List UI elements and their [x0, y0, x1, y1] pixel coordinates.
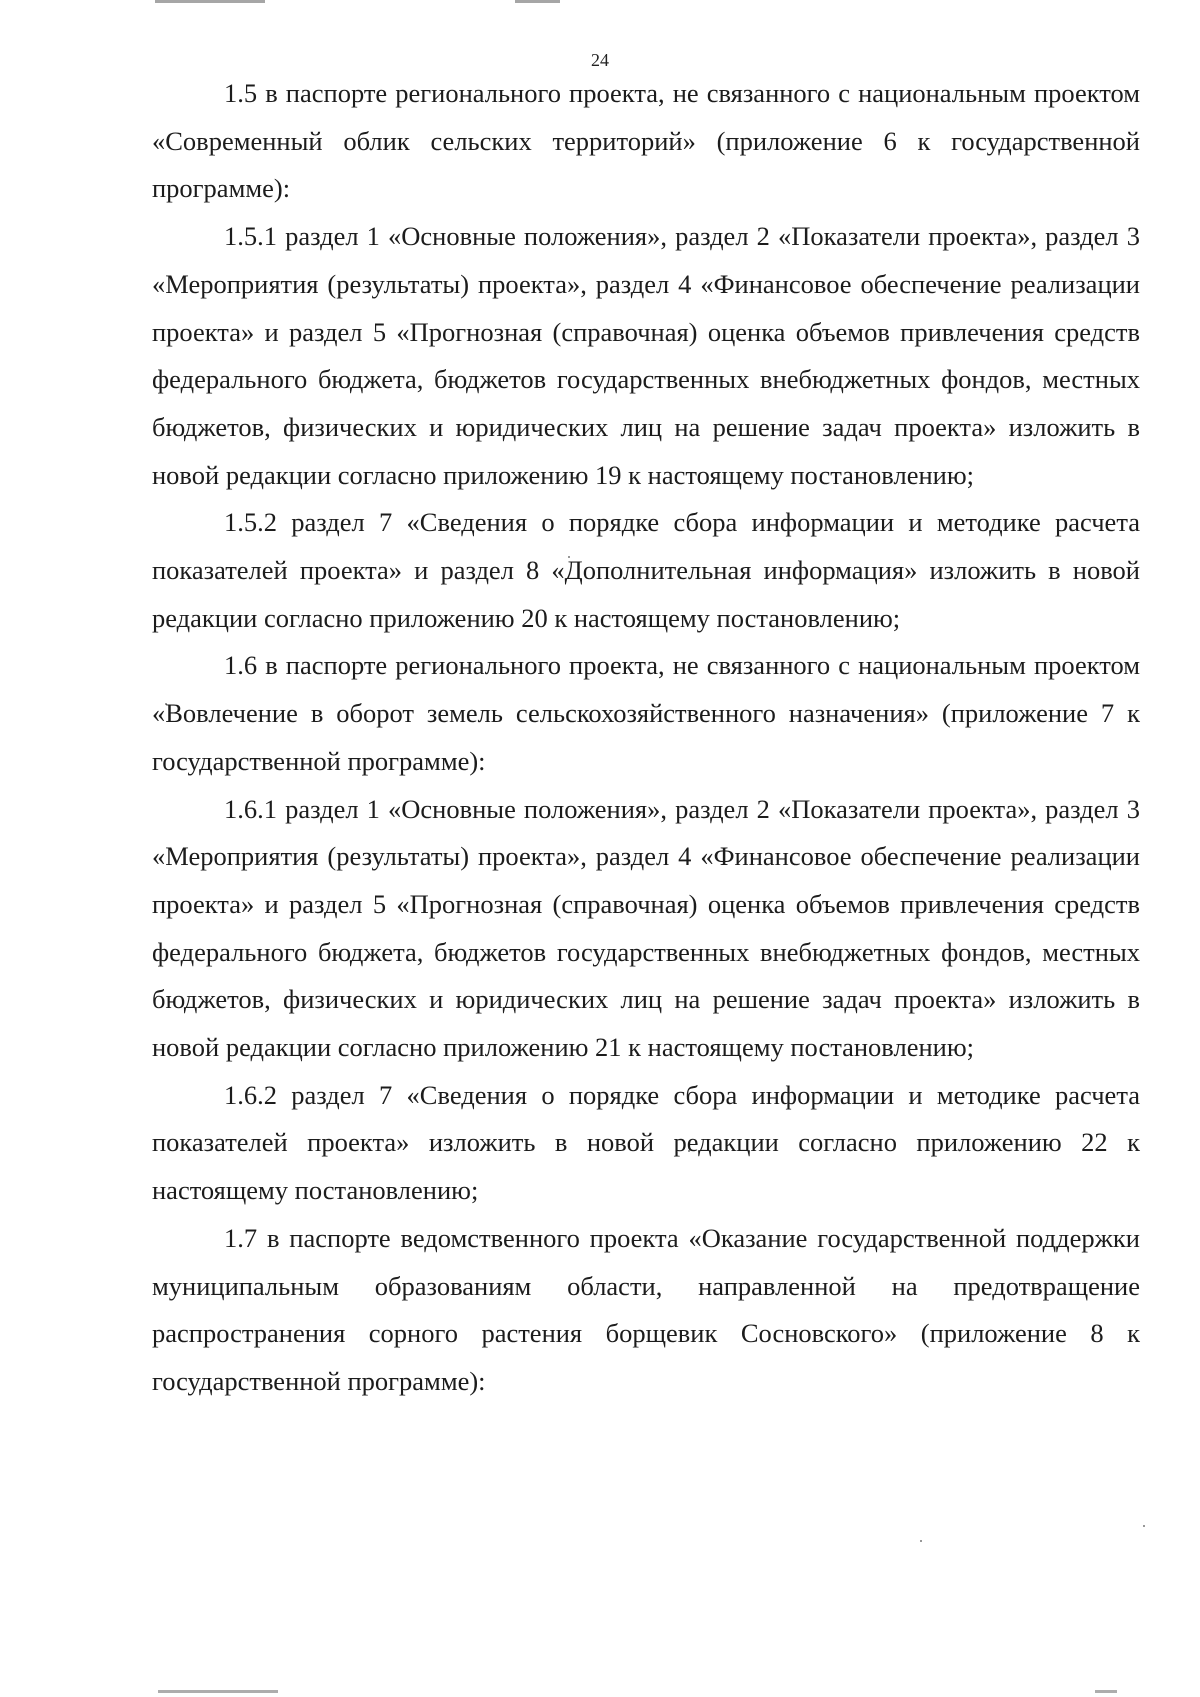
- document-body: [152, 70, 1140, 1406]
- scan-artifact-bottom-left: [158, 1690, 278, 1693]
- scan-artifact-bottom-right: [1095, 1690, 1117, 1693]
- paragraph-1-6-1: 1.6.1 раздел 1 «Основные положения», раздел 2 «Показатели проекта», раздел 3 «Мероприятия (результаты) проекта», раздел 4 «Финансовое обеспечение реализации проекта» и раздел 5 «Прогнозная (справочная) оценка объемов привлечения средств федерального бюджета, бюджетов государственных внебюджетных фондов, местных бюджетов, физических и юридических лиц на решение задач проекта» изложить в новой редакции согласно приложению 21 к настоящему постановлению;: [152, 793, 1140, 1063]
- paragraph-1-6-2: 1.6.2 раздел 7 «Сведения о порядке сбора информации и методике расчета показателей проекта» изложить в новой редакции согласно приложению 22 к настоящему постановлению;: [152, 1079, 1140, 1206]
- scan-speck: [920, 1540, 922, 1542]
- page-number: 24: [591, 50, 609, 70]
- scan-artifact-top-left: [155, 0, 265, 3]
- paragraph-1-5-2: 1.5.2 раздел 7 «Сведения о порядке сбора информации и методике расчета показателей проекта» и раздел 8 «Дополнительная информация» изложить в новой редакции согласно приложению 20 к настоящему постановлению;: [152, 507, 1140, 633]
- paragraph-1-6: 1.6 в паспорте регионального проекта, не связанного с национальным проектом «Вовлечение в оборот земель сельскохозяйственного назначения» (приложение 7 к государственной программе):: [152, 650, 1140, 776]
- scan-speck: [1143, 1525, 1145, 1527]
- scan-artifact-top-middle: [515, 0, 560, 3]
- paragraph-1-7: 1.7 в паспорте ведомственного проекта «Оказание государственной поддержки муниципальным образованиям области, направленной на предотвращение распространения сорного растения борщевик Сосновского» (приложение 8 к государственной программе):: [152, 1222, 1140, 1396]
- paragraph-1-5: 1.5 в паспорте регионального проекта, не связанного с национальным проектом «Современный облик сельских территорий» (приложение 6 к государственной программе):: [152, 78, 1140, 204]
- paragraph-1-5-1: 1.5.1 раздел 1 «Основные положения», раздел 2 «Показатели проекта», раздел 3 «Мероприятия (результаты) проекта», раздел 4 «Финансовое обеспечение реализации проекта» и раздел 5 «Прогнозная (справочная) оценка объемов привлечения средств федерального бюджета, бюджетов государственных внебюджетных фондов, местных бюджетов, физических и юридических лиц на решение задач проекта» изложить в новой редакции согласно приложению 19 к настоящему постановлению;: [152, 221, 1140, 490]
